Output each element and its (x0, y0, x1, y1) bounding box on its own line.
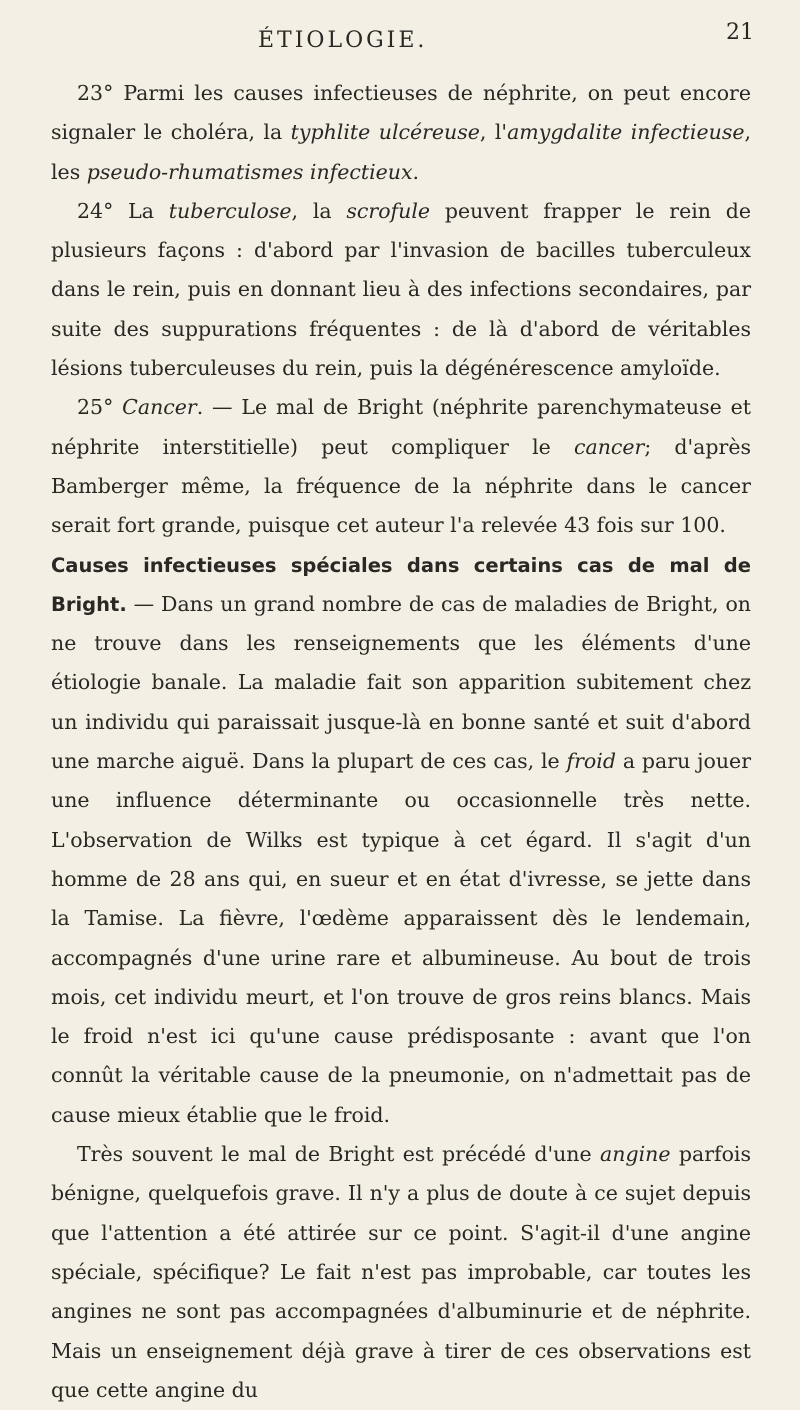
italic-term: Cancer (122, 395, 197, 420)
item-number: 25° (77, 395, 123, 420)
page-number: 21 (726, 20, 754, 45)
italic-term: typhlite ulcéreuse (290, 120, 480, 145)
text-run: La (128, 198, 169, 223)
text-run: . — Le mal de Bright (néphrite parenchymateuse et néphrite interstitielle) peut compliquer le (51, 395, 751, 459)
text-run: peuvent frapper le rein de plusieurs façons : d'abord par l'invasion de bacilles tuberculeux dans le rein, puis en donnant lieu à des infections secondaires, par suite des suppurations fréquentes : de là d'abord de véritables lésions tuberculeuses du rein, puis la dégénérescence amyloïde. (51, 198, 752, 381)
italic-term: cancer (573, 434, 645, 459)
text-run: parfois bénigne, quelquefois grave. Il n'y a plus de doute à ce sujet depuis que l'attention a été attirée sur ce point. S'agit-il d'une angine spéciale, spécifique? Le fait n'est pas improbable, car toutes les angines ne sont pas accompagnées d'albuminurie et de néphrite. Mais un enseignement déjà grave à tirer de ces observations est que cette angine du (51, 1142, 751, 1402)
item-number: 24° (77, 198, 129, 223)
italic-term: scrofule (346, 198, 431, 223)
body-text (51, 74, 751, 1410)
text-run: , les (51, 120, 751, 184)
italic-term: pseudo-rhumatismes infectieux (86, 159, 413, 184)
text-run: . (412, 159, 420, 184)
paragraph-23 (51, 74, 751, 192)
item-number: 23° (77, 81, 124, 105)
paragraph-angine (51, 1135, 751, 1410)
text-run: Parmi les causes infectieuses de néphrite, on peut encore signaler le choléra, la (51, 81, 751, 145)
running-head (0, 12, 800, 52)
text-run: Très souvent le mal de Bright est précédé d'une (77, 1142, 601, 1167)
running-title: ÉTIOLOGIE. (258, 28, 428, 53)
section-heading: Causes infectieuses spéciales dans certains cas de mal de Bright. (51, 553, 751, 616)
text-run: — Dans un grand nombre de cas de maladies de Bright, on ne trouve dans les renseignements que les éléments d'une étiologie banale. La maladie fait son apparition subitement chez un individu qui paraissait jusque-là en bonne santé et suit d'abord une marche aiguë. Dans la plupart de ces cas, le (51, 591, 751, 774)
paragraph-25 (51, 388, 751, 545)
paragraph-24 (51, 192, 751, 388)
text-run: ; d'après Bamberger même, la fréquence de la néphrite dans le cancer serait fort grande, puisque cet auteur l'a relevée 43 fois sur 100. (51, 434, 751, 538)
italic-term: froid (566, 749, 616, 774)
text-run: a paru jouer une influence déterminante ou occasionnelle très nette. L'observation de Wilks est typique à cet égard. Il s'agit d'un homme de 28 ans qui, en sueur et en état d'ivresse, se jette dans la Tamise. La fièvre, l'œdème apparaissent dès le lendemain, accompagnés d'une urine rare et albumineuse. Au bout de trois mois, cet individu meurt, et l'on trouve de gros reins blancs. Mais le froid n'est ici qu'une cause prédisposante : avant que l'on connût la véritable cause de la pneumonie, on n'admettait pas de cause mieux établie que le froid. (51, 749, 751, 1127)
text-run: , l' (479, 120, 508, 145)
italic-term: amygdalite infectieuse (507, 120, 745, 145)
text-run: , la (291, 198, 347, 223)
paragraph-causes (51, 546, 751, 1135)
italic-term: angine (600, 1142, 671, 1167)
italic-term: tuberculose (168, 198, 292, 223)
